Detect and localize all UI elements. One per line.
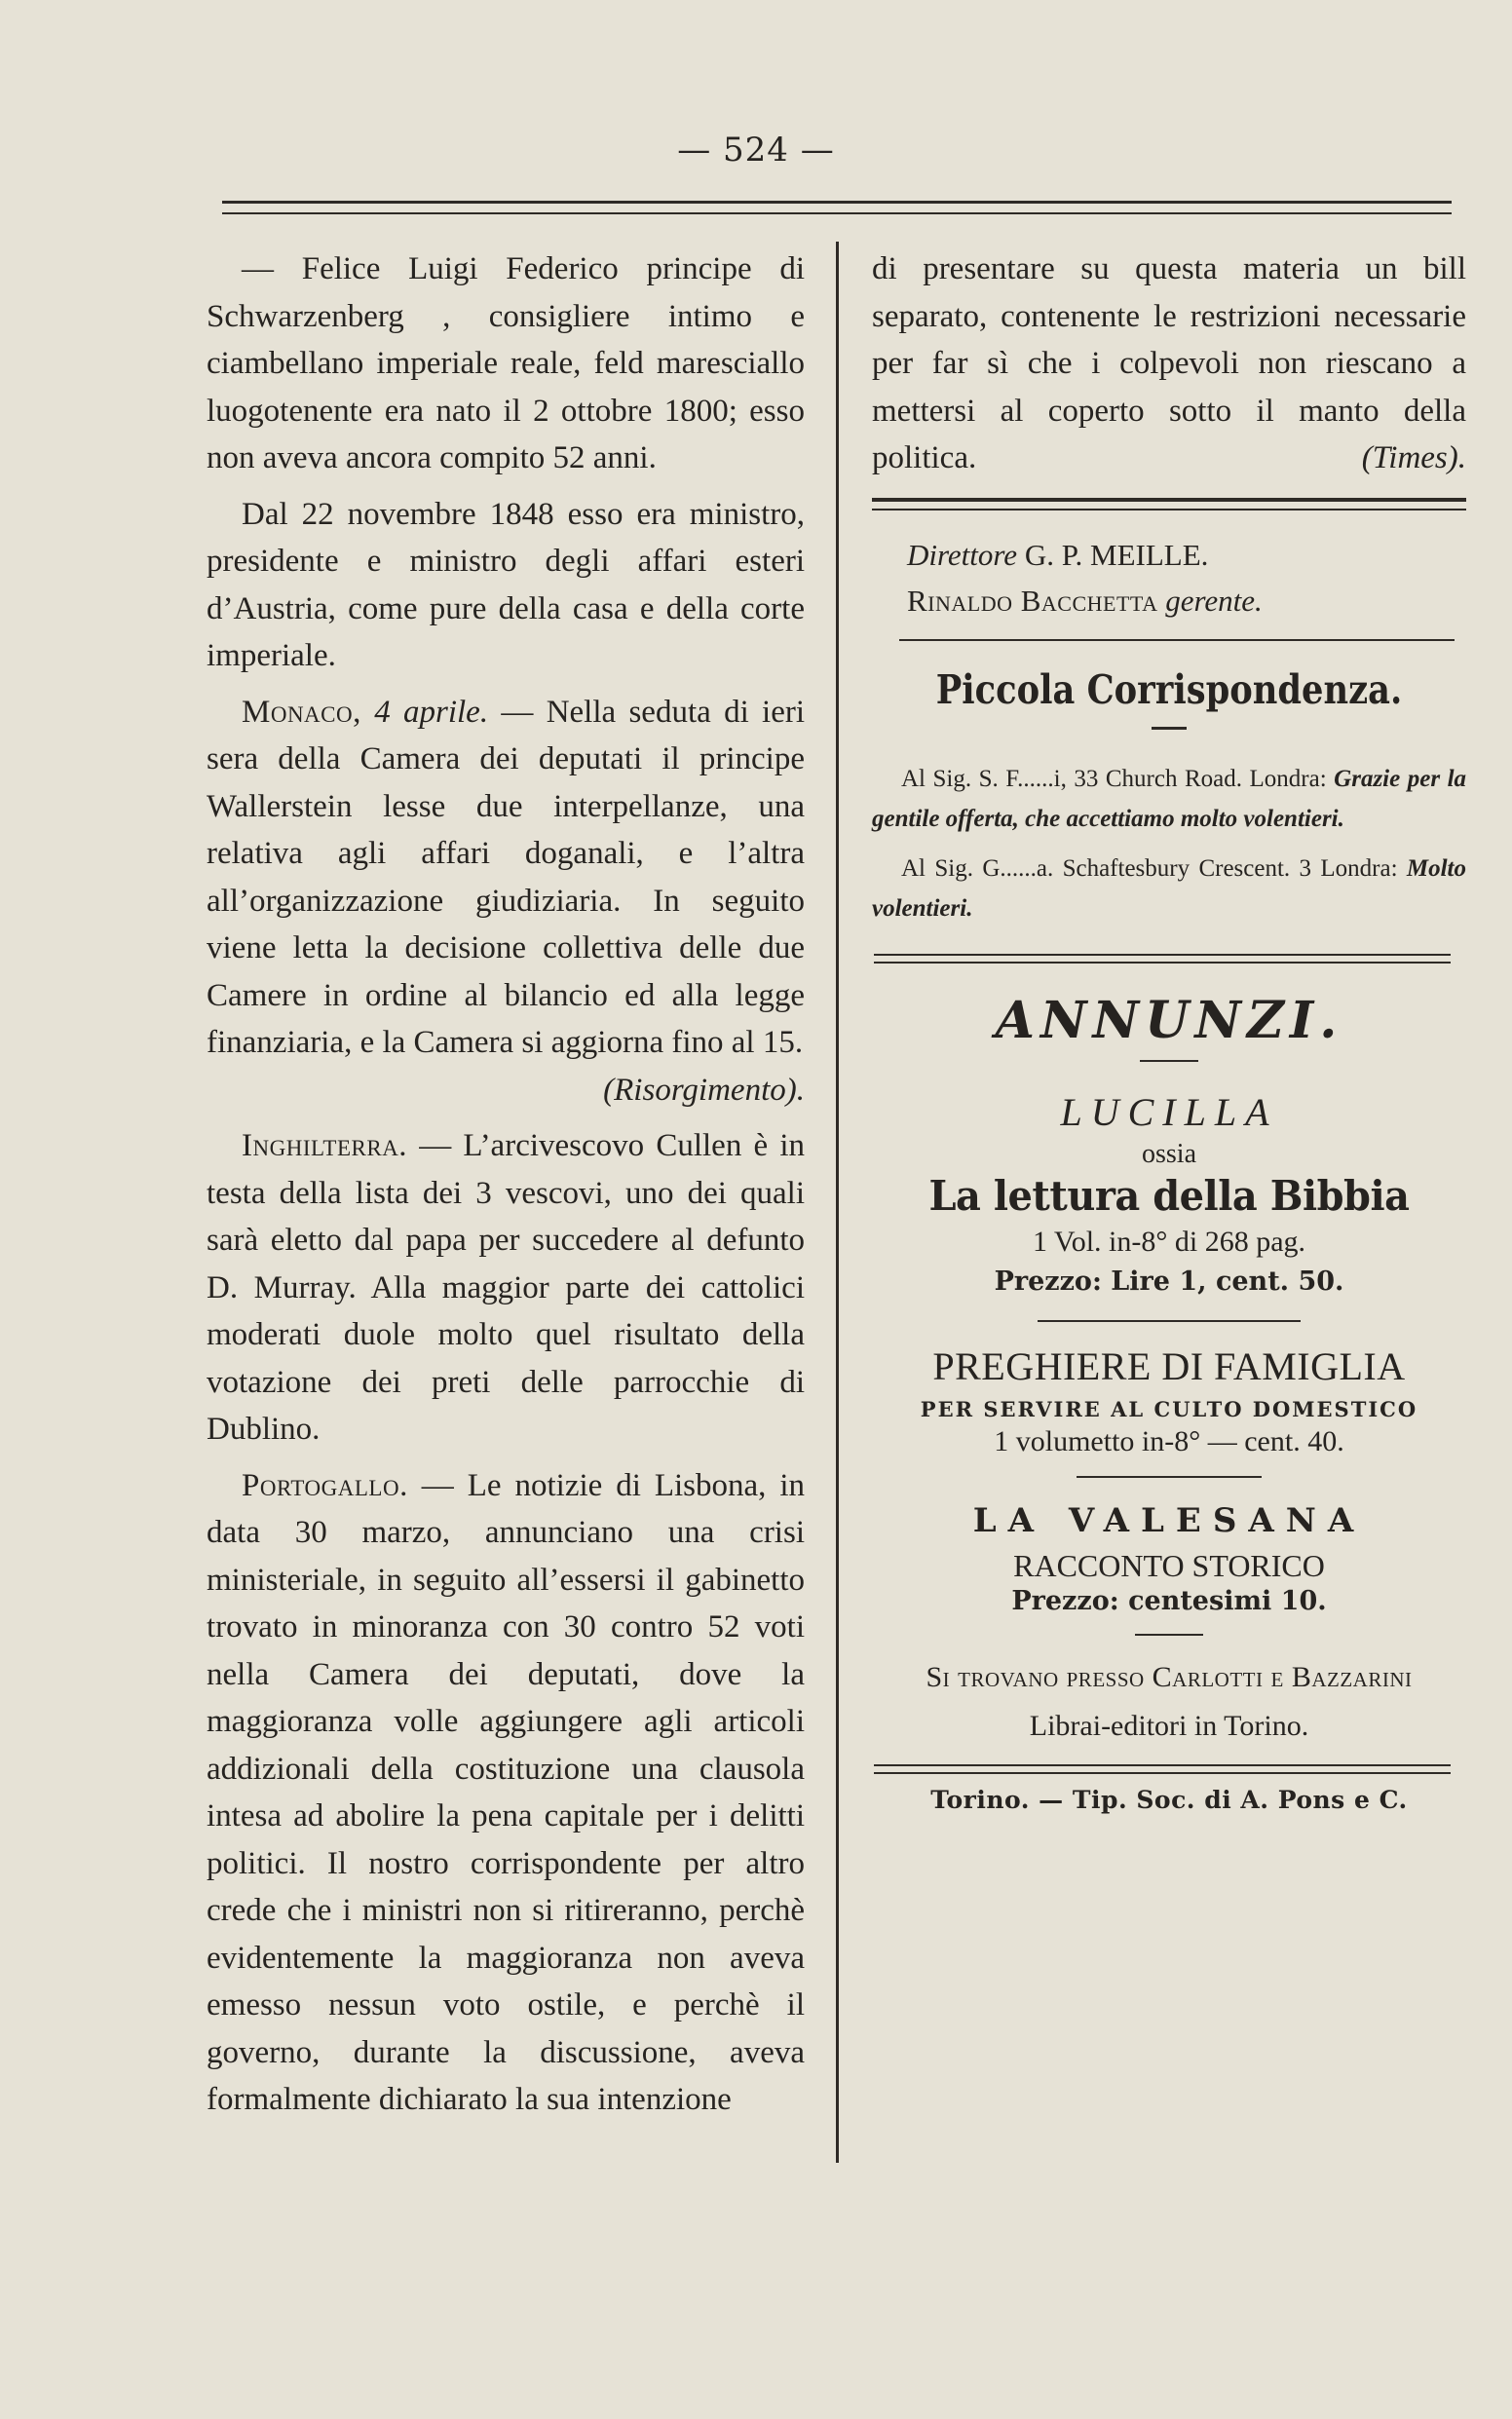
ad-lucilla-ossia: ossia	[1142, 1138, 1196, 1169]
director-name: G. P. MEILLE.	[1024, 537, 1209, 572]
rule-before-imprint	[874, 1764, 1451, 1774]
article-monaco	[207, 689, 805, 1115]
rule-before-annunzi	[874, 954, 1451, 964]
ad-valesana-title: LA VALESANA	[972, 1500, 1366, 1540]
ad-valesana-price: Prezzo: centesimi 10.	[1011, 1585, 1327, 1616]
annunzi-title: ANNUNZI.	[995, 990, 1343, 1050]
place-portogallo: Portogallo.	[242, 1467, 408, 1503]
sellers-line-2: Librai-editori in Torino.	[1029, 1709, 1309, 1742]
corr2-message: Molto volentieri.	[872, 854, 1466, 922]
page-number: — 524 —	[677, 131, 835, 170]
ad-preghiere-title: PREGHIERE DI FAMIGLIA	[932, 1343, 1406, 1388]
article-schwarzenberg-p1: — Felice Luigi Federico principe di Schwarzenberg , consigliere intimo e ciambellano imperiale reale, feld maresciallo luogotenente era nato il 2 ottobre 1800; esso non aveva ancora compito 52 anni.	[207, 251, 805, 475]
sellers-line-1	[872, 1653, 1466, 1702]
sellers-text-1: Si trovano presso Carlotti e Bazzarini	[926, 1660, 1413, 1693]
corr-entry-1	[872, 759, 1466, 839]
ad-lucilla-volume: 1 Vol. in-8° di 268 pag.	[1032, 1225, 1306, 1258]
ad-lucilla-subtitle: La lettura della Bibbia	[928, 1171, 1410, 1220]
director-label: Direttore	[907, 537, 1018, 572]
corr2-address: Al Sig. G......a. Schaftesbury Crescent. 3 Londra:	[901, 854, 1398, 882]
left-column	[207, 246, 805, 2133]
text-monaco: — Nella seduta di ieri sera della Camera dei deputati il principe Wallerstein lesse due interpellanze, una relativa agli affari doganali, e l’altra all’organizzazione giudiziaria. In seguito viene letta la decisione collettiva delle due Camere in ordine al bilancio ed alla legge finanziaria, e la Camera si aggiorna fino al 15.	[207, 694, 806, 1060]
article-inghilterra	[207, 1122, 805, 1454]
ad-lucilla-title: LUCILLA	[1060, 1089, 1278, 1134]
place-inghilterra: Inghilterra.	[242, 1128, 408, 1163]
article-continuation	[872, 246, 1466, 482]
text-portogallo: — Le notizie di Lisbona, in data 30 marzo, annunciano una crisi ministeriale, in seguito all’essersi il gabinetto trovato in minoranza con 30 contro 52 voti nella Camera dei deputati, dove la maggioranza volle aggiungere agli articoli addizionali della costituzione una clausola intesa ad abolire la pena capitale per i delitti politici. Il nostro corrispondente per altro crede che i ministri non si ritireranno, perchè evidentemente la maggioranza non aveva emesso nessun voto ostile, e perchè il governo, durante la discussione, aveva formalmente dichiarato la sua intenzione	[207, 1467, 805, 2117]
header-rule	[222, 201, 1452, 214]
corr1-message: Grazie per la gentile offerta, che accettiamo molto volentieri.	[872, 765, 1467, 832]
manager-line	[907, 578, 1466, 624]
continuation-text: di presentare su questa materia un bill separato, contenente le restrizioni necessarie per far sì che i colpevoli non riescano a mettersi al coperto sotto il manto della politica.	[872, 251, 1466, 475]
article-portogallo	[207, 1462, 805, 2124]
text-inghilterra: — L’arcivescovo Cullen è in testa della lista dei 3 vescovi, uno dei quali sarà eletto dal papa per succedere al defunto D. Murray. Alla maggior parte dei cattolici moderati duole molto quel risultato della votazione dei preti delle parrocchie di Dublino.	[207, 1128, 806, 1447]
date-monaco: 4 aprile.	[374, 694, 489, 730]
corr-entry-2	[872, 849, 1466, 928]
ad-preghiere-subtitle: PER SERVIRE AL CULTO DOMESTICO	[920, 1396, 1418, 1421]
imprint: Torino. — Tip. Soc. di A. Pons e C.	[930, 1785, 1408, 1814]
right-column	[872, 246, 1466, 1814]
ad-preghiere-price: 1 volumetto in-8° — cent. 40.	[994, 1424, 1344, 1457]
corr1-address: Al Sig. S. F......i, 33 Church Road. Londra:	[901, 765, 1327, 792]
source-risorgimento: (Risorgimento).	[603, 1072, 805, 1108]
manager-label: gerente.	[1165, 583, 1263, 618]
rule-after-article	[872, 498, 1466, 510]
column-divider	[836, 242, 839, 2163]
director-line	[907, 532, 1466, 578]
source-times: (Times).	[1361, 440, 1466, 475]
ad-valesana-subtitle: RACCONTO STORICO	[1013, 1547, 1325, 1583]
corrispondenza-title: Piccola Corrispondenza.	[935, 665, 1403, 713]
place-monaco: Monaco,	[242, 694, 361, 730]
article-schwarzenberg-p2: Dal 22 novembre 1848 esso era ministro, presidente e ministro degli affari esteri d’Austria, come pure della casa e della corte imperiale.	[207, 496, 805, 673]
manager-name: Rinaldo Bacchetta	[907, 583, 1158, 618]
ad-lucilla-price: Prezzo: Lire 1, cent. 50.	[994, 1266, 1344, 1297]
